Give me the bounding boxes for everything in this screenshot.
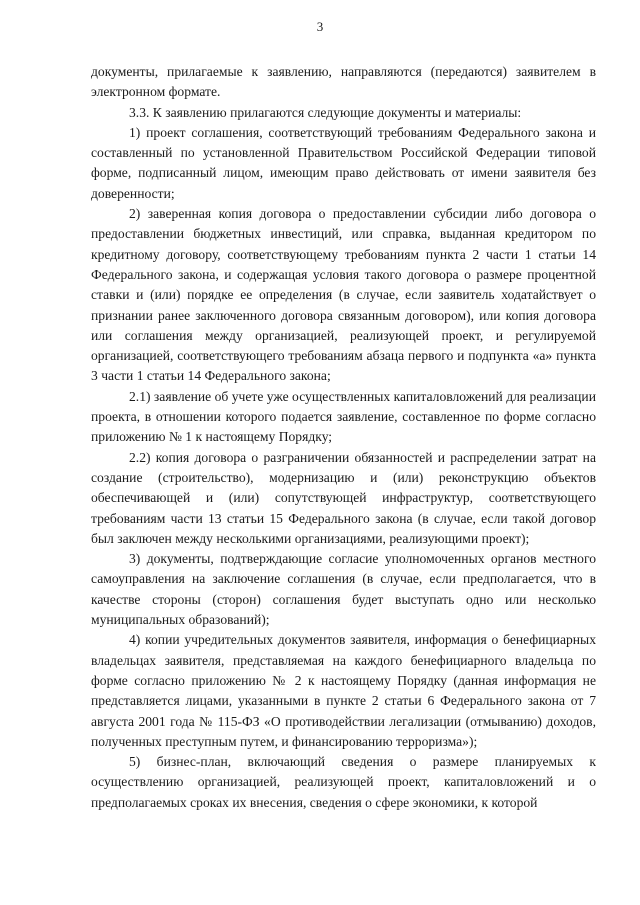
paragraph-item-5: 5) бизнес-план, включающий сведения о размере планируемых к осуществлению организацией, реализующей проект, капиталовложений и о предполагаемых сроках их внесения, сведения о сфере экономики, к которой	[91, 754, 596, 810]
paragraph-item-4: 4) копии учредительных документов заявителя, информация о бенефициарных владельцах заявителя, представляемая на каждого бенефициарного владельца по форме согласно приложению № 2 к настоящему Порядку (данная информация не представляется лицами, указанными в пункте 2 статьи 6 Федерального закона от 7 августа 2001 года № 115-ФЗ «О противодействии легализации (отмыванию) доходов, полученных преступным путем, и финансированию терроризма»);	[91, 632, 596, 749]
paragraph-item-2-1: 2.1) заявление об учете уже осуществленных капиталовложений для реализации проекта, в отношении которого подается заявление, составленное по форме согласно приложению № 1 к настоящему Порядку;	[91, 388, 596, 445]
paragraph-section-3-3: 3.3. К заявлению прилагаются следующие документы и материалы:	[129, 104, 522, 120]
paragraph-item-1: 1) проект соглашения, соответствующий требованиям Федерального закона и составленный по установленной Правительством Российской Федерации типовой форме, подписанный лицом, имеющим право действовать от имени заявителя без доверенности;	[91, 124, 596, 201]
page-number: 3	[316, 19, 324, 34]
paragraph-item-2: 2) заверенная копия договора о предоставлении субсидии либо договора о предоставлении бюджетных инвестиций, или справка, выданная кредитором по кредитному договору, соответствующему требованиям пункта 2 части 1 статьи 14 Федерального закона, и содержащая условия такого договора о размере процентной ставки и (или) порядке ее определения (в случае, если заявитель ходатайствует о признании ранее заключенного договора связанным договором), или копия договора или соглашения между организацией, реализующей проект, и регулируемой организацией, соответствующего требованиям абзаца первого и подпункта «а» пункта 3 части 1 статьи 14 Федерального закона;	[91, 206, 596, 384]
paragraph-continuation: документы, прилагаемые к заявлению, направляются (передаются) заявителем в электронном формате.	[91, 64, 596, 100]
paragraph-item-2-2: 2.2) копия договора о разграничении обязанностей и распределении затрат на создание (строительство), модернизацию и (или) реконструкцию объектов обеспечивающей и (или) сопутствующей инфраструктур, соответствующего требованиям части 13 статьи 15 Федерального закона (в случае, если такой договор был заключен между несколькими организациями, реализующими проект);	[91, 449, 596, 546]
paragraph-item-3: 3) документы, подтверждающие согласие уполномоченных органов местного самоуправления на заключение соглашения (в случае, если предполагается, что в качестве стороны (сторон) соглашения будет выступать одно или несколько муниципальных образований);	[91, 551, 596, 628]
document-body	[91, 62, 596, 813]
